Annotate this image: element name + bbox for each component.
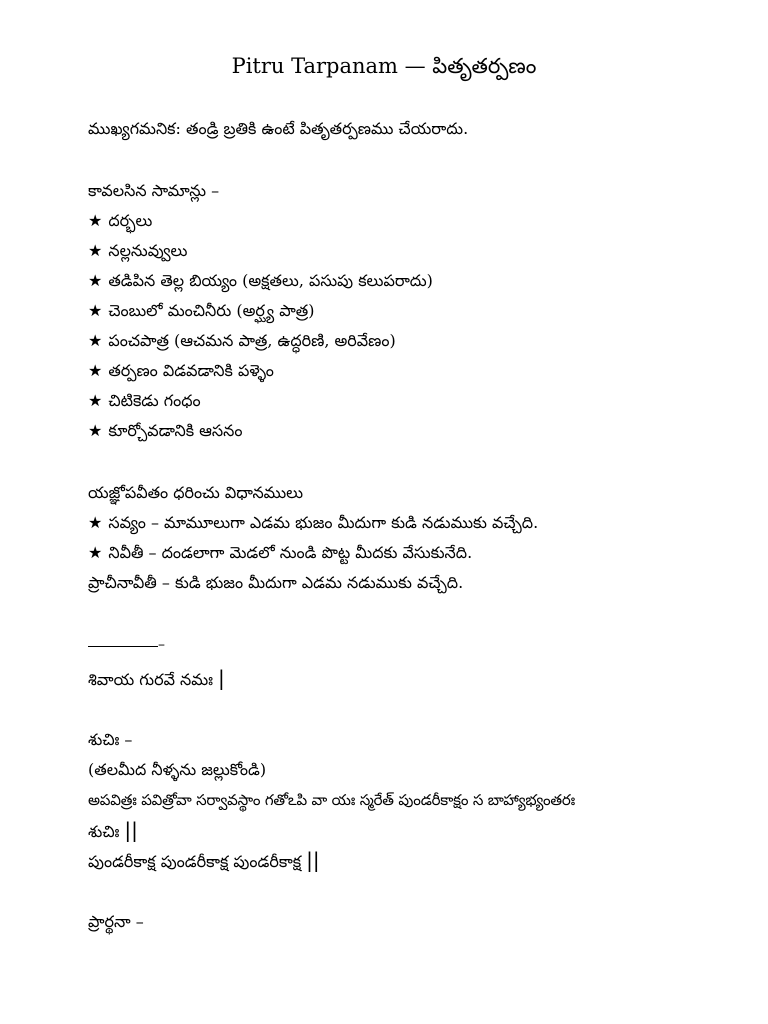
star-icon: ★ [88, 543, 103, 562]
star-icon: ★ [88, 331, 103, 350]
star-icon: ★ [88, 271, 103, 290]
materials-item [88, 299, 728, 323]
double-danda-mark: || [306, 848, 320, 872]
suchih-instruction: (తలమీద నీళ్ళను జల్లుకోండి) [88, 760, 267, 779]
star-icon: ★ [88, 361, 103, 380]
materials-item-text: చిటికెడు గంధం [108, 391, 201, 410]
materials-item-text: తర్పణం విడవడానికి పళ్ళెం [108, 361, 274, 380]
materials-item-text: తడిపిన తెల్ల బియ్యం (అక్షతలు, పసుపు కలుపరాదు) [108, 271, 433, 290]
yajnopavitam-item [88, 511, 728, 535]
danda-mark: | [218, 666, 225, 690]
star-icon: ★ [88, 421, 103, 440]
suchih-verse-line: అపవిత్రః పవిత్రోవా సర్వావస్థాం గతోఽపి వా యః స్మరేత్ పుండరీకాక్షం స బాహ్యాభ్యంతరః [88, 791, 576, 809]
materials-item [88, 269, 728, 293]
star-icon: ★ [88, 301, 103, 320]
materials-item [88, 209, 728, 233]
star-icon: ★ [88, 391, 103, 410]
yajnopavitam-item-text: ప్రాచీనావీతీ – కుడి భుజం మీదుగా ఎడమ నడుముకు వచ్చేది. [88, 573, 464, 592]
materials-item [88, 389, 728, 413]
materials-item-text: పంచపాత్ర (ఆచమన పాత్ర, ఉద్ధరిణి, అరివేణం) [108, 331, 396, 350]
materials-item [88, 239, 728, 263]
suchih-heading: శుచిః – [88, 730, 133, 749]
important-note: ముఖ్యగమనిక: తండ్రి బ్రతికి ఉంటే పితృతర్పణము చేయరాదు. [88, 119, 469, 138]
prarthana-heading: ప్రార్థనా – [88, 912, 144, 931]
materials-item-text: కూర్చోవడానికి ఆసనం [108, 421, 243, 440]
materials-item-text: దర్భలు [108, 211, 153, 230]
materials-item [88, 419, 728, 443]
star-icon: ★ [88, 513, 103, 532]
star-icon: ★ [88, 241, 103, 260]
page-title: Pitru Tarpanam — పితృతర్పణం [231, 54, 537, 78]
yajnopavitam-item [88, 541, 728, 565]
materials-item [88, 329, 728, 353]
materials-item [88, 359, 728, 383]
separator-line [88, 646, 158, 647]
yajnopavitam-heading: యజ్ఞోపవీతం ధరించు విధానములు [88, 483, 304, 502]
suchih-verse-text: పుండరీకాక్ష పుండరీకాక్ష పుండరీకాక్ష [88, 852, 302, 871]
materials-item-text: నల్లనువ్వులు [108, 241, 188, 260]
materials-item-text: చెంబులో మంచినీరు (అర్ఘ్య పాత్ర) [108, 301, 315, 320]
star-icon: ★ [88, 211, 103, 230]
suchih-verse-text: శుచిః [88, 822, 120, 841]
suchih-verse-line [88, 818, 728, 844]
separator-dash: – [158, 637, 165, 653]
invocation [88, 666, 728, 692]
yajnopavitam-item [88, 571, 728, 595]
double-danda-mark: || [124, 818, 138, 842]
suchih-verse-line [88, 848, 728, 874]
materials-heading: కావలసిన సామాన్లు – [88, 181, 220, 200]
invocation-text: శివాయ గురవే నమః [88, 670, 213, 689]
yajnopavitam-item-text: నివీతీ – దండలాగా మెడలో నుండి పొట్ట మీదకు వేసుకునేది. [108, 543, 473, 562]
yajnopavitam-item-text: సవ్యం – మామూలుగా ఎడమ భుజం మీదుగా కుడి నడుముకు వచ్చేది. [108, 513, 539, 532]
